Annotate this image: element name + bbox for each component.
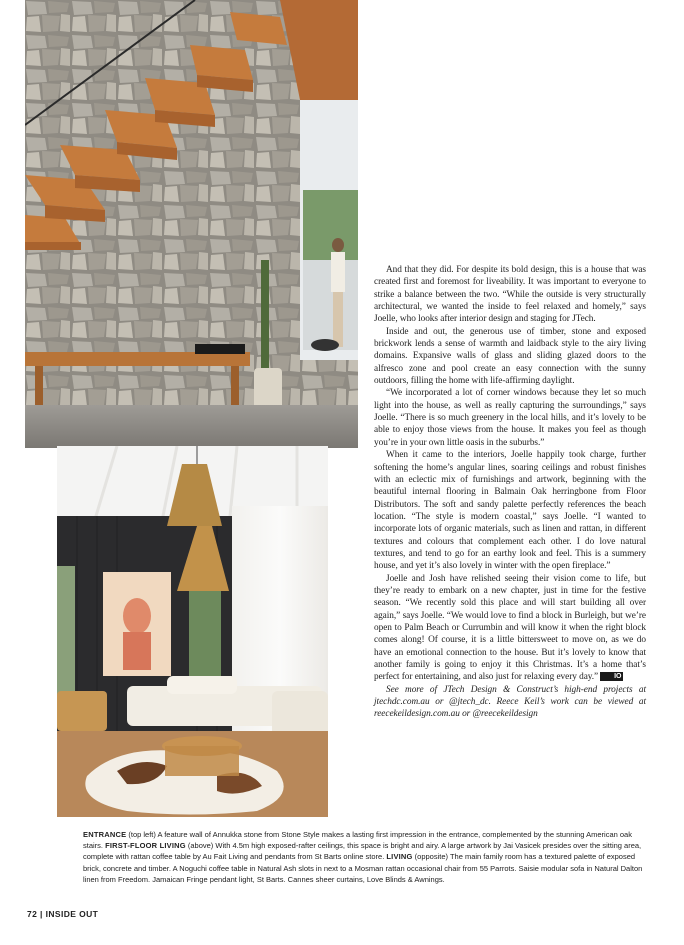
folio: [27, 909, 98, 919]
body-paragraph-text: Joelle and Josh have relished seeing their vision come to life, but they’re ready to embark on a new chapter, just in time for the festive season. “We recently sold this place and will start building all over again,” says Joelle. “We would love to find a block in Burleigh, but we’re open to Palm Beach or Currumbin and will know it when the right block comes along! Of course, it is a little bittersweet to move on, as we do have an emotional connection to the house. But it’s lovely to know that another family is going to enjoy it this Christmas. It’s a home that’s perfect for entertaining, and also just for relaxing every day.”: [374, 573, 646, 683]
end-mark-icon: IO: [600, 672, 623, 681]
article-body: [374, 264, 646, 721]
caption-label-first-floor: FIRST-FLOOR LIVING: [105, 841, 186, 851]
photo-caption: [83, 829, 648, 885]
caption-text-living: (opposite) The main family room has a textured palette of exposed brick, concrete and timber. A Noguchi coffee table in Natural Ash slots in next to a Mosman rattan occasional chair from 55 Parrots. Saisie modular sofa in Natural Dalton linen from Freedom. Jamaican Fringe pendant light, St Barts. Cannes sheer curtains, Love Blinds & Awnings.: [83, 852, 643, 884]
entrance-photo: [25, 0, 358, 448]
caption-text-entrance: (top left) A feature wall of Annukka stone from Stone Style makes a lasting first impression in the entrance, complemented by the stunning American oak stairs.: [83, 830, 632, 851]
caption-label-living: LIVING: [386, 852, 413, 862]
magazine-name: INSIDE OUT: [45, 909, 99, 919]
body-paragraph: Inside and out, the generous use of timber, stone and exposed brickwork lends a sense of warmth and laidback style to the airy living domains. Expansive walls of glass and sliding glazed doors to the alfresco zone and pool create an easy connection with the sunny outdoors, filling the home with life-affirming daylight.: [374, 326, 646, 387]
page-number: 72: [27, 909, 38, 919]
caption-text-first-floor: (above) With 4.5m high exposed-rafter ceilings, this space is bright and airy. A large artwork by Jai Vasicek presides over the sitting area, complete with rattan coffee table by Au Fait Living and pendants from St Barts online store.: [83, 841, 642, 862]
signoff: See more of JTech Design & Construct’s high-end projects at jtechdc.com.au or @jtech_dc. Reece Keil’s work can be viewed at reecekeildesign.com.au or @reecekeildesign: [374, 684, 646, 720]
body-paragraph: “We incorporated a lot of corner windows because they let so much light into the house, as well as really capturing the surroundings,” says Joelle. “There is so much greenery in the local hills, and it’s lovely to be able to enjoy those views from the house. It makes you feel as though you’re in your own little oasis in the suburbs.”: [374, 388, 646, 448]
body-paragraph: And that they did. For despite its bold design, this is a house that was created first and foremost for liveability. It was important to everyone to strike a balance between the two. “While the outside is very structurally architectural, we wanted the inside to feel relaxed and homely,” says Joelle, who looks after interior design and staging for JTech.: [374, 265, 646, 325]
body-paragraph-final: [374, 573, 646, 684]
body-paragraph: When it came to the interiors, Joelle happily took charge, further softening the home’s angular lines, soaring ceilings and robust finishes with an eclectic mix of furnishings and artwork, beginning with the beautiful internal flooring in Balmain Oak herringbone from Floor Distributors. The soft and sandy palette perfectly references the beach location. “The style is modern coastal,” says Joelle. “I wanted to incorporate lots of organic materials, such as linen and rattan, in different textures and colours that complement each other. I do love natural textures, and tend to go for an earthy look and feel. This is a summery house, and yet it’s also lovely in winter with the open fireplace.”: [374, 450, 646, 572]
folio-separator: |: [40, 909, 43, 919]
first-floor-living-photo: [57, 446, 328, 817]
caption-label-entrance: ENTRANCE: [83, 830, 127, 839]
